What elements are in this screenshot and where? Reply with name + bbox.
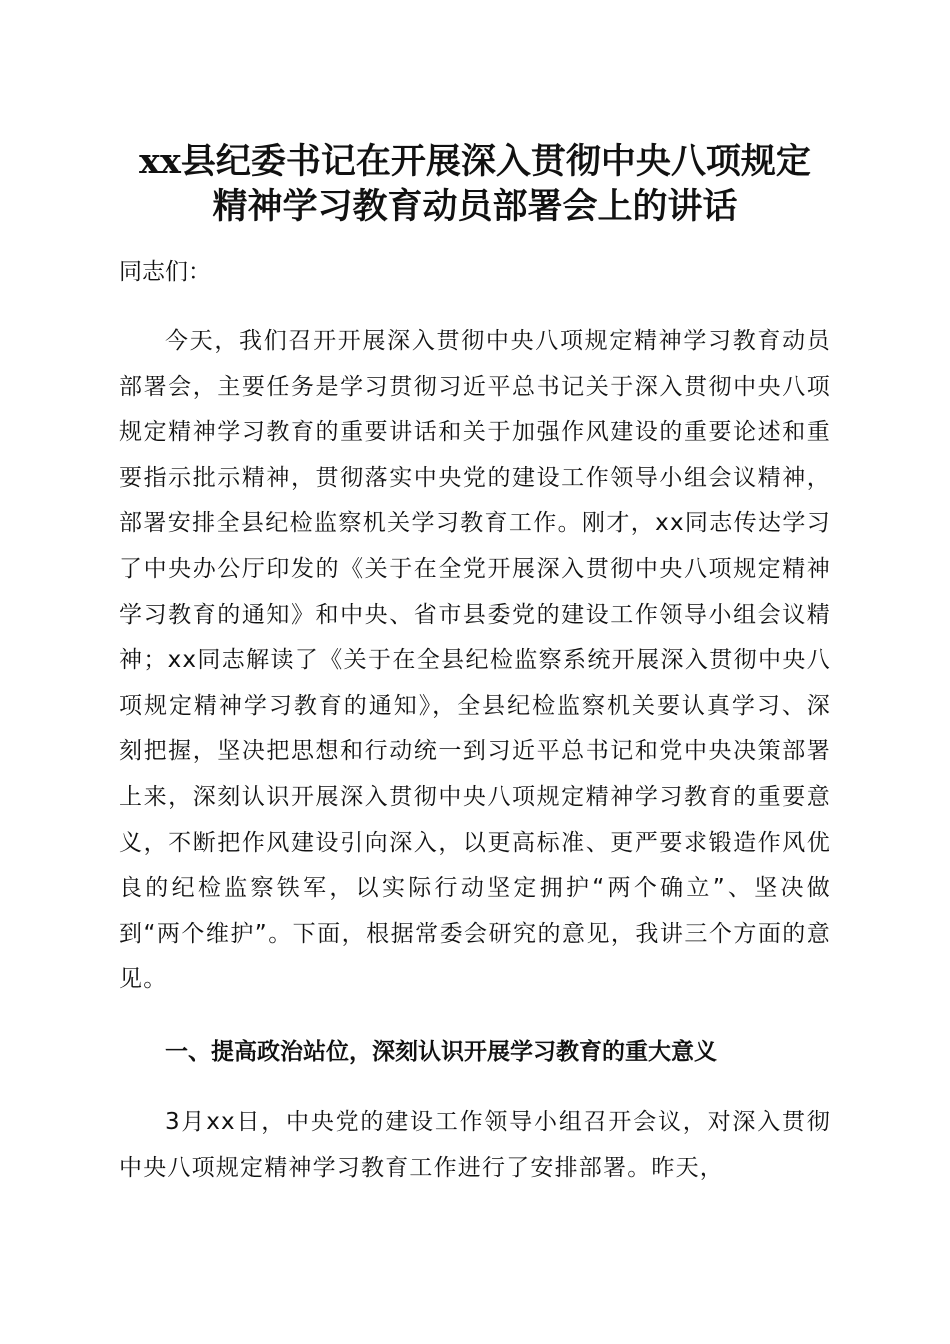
body-paragraph-2: 3月xx日，中央党的建设工作领导小组召开会议，对深入贯彻中央八项规定精神学习教育工作进行了安排部署。昨天， (119, 1109, 831, 1181)
document-title-line-1: xx县纪委书记在开展深入贯彻中央八项规定 (139, 141, 811, 182)
body-paragraph-1: 今天，我们召开开展深入贯彻中央八项规定精神学习教育动员部署会，主要任务是学习贯彻习近平总书记关于深入贯彻中央八项规定精神学习教育的重要讲话和关于加强作风建设的重要论述和重要指示批示精神，贯彻落实中央党的建设工作领导小组会议精神，部署安排全县纪检监察机关学习教育工作。刚才，xx同志传达学习了中央办公厅印发的《关于在全党开展深入贯彻中央八项规定精神学习教育的通知》和中央、省市县委党的建设工作领导小组会议精神；xx同志解读了《关于在全县纪检监察系统开展深入贯彻中央八项规定精神学习教育的通知》，全县纪检监察机关要认真学习、深刻把握，坚决把思想和行动统一到习近平总书记和党中央决策部署上来，深刻认识开展深入贯彻中央八项规定精神学习教育的重要意义，不断把作风建设引向深入，以更高标准、更严要求锻造作风优良的纪检监察铁军，以实际行动坚定拥护“两个确立”、坚决做到“两个维护”。下面，根据常委会研究的意见，我讲三个方面的意见。 (119, 328, 831, 993)
document-title-line-2: 精神学习教育动员部署会上的讲话 (212, 186, 738, 227)
salutation: 同志们： (119, 259, 211, 285)
section-heading-1: 一、提高政治站位，深刻认识开展学习教育的重大意义 (165, 1039, 717, 1065)
